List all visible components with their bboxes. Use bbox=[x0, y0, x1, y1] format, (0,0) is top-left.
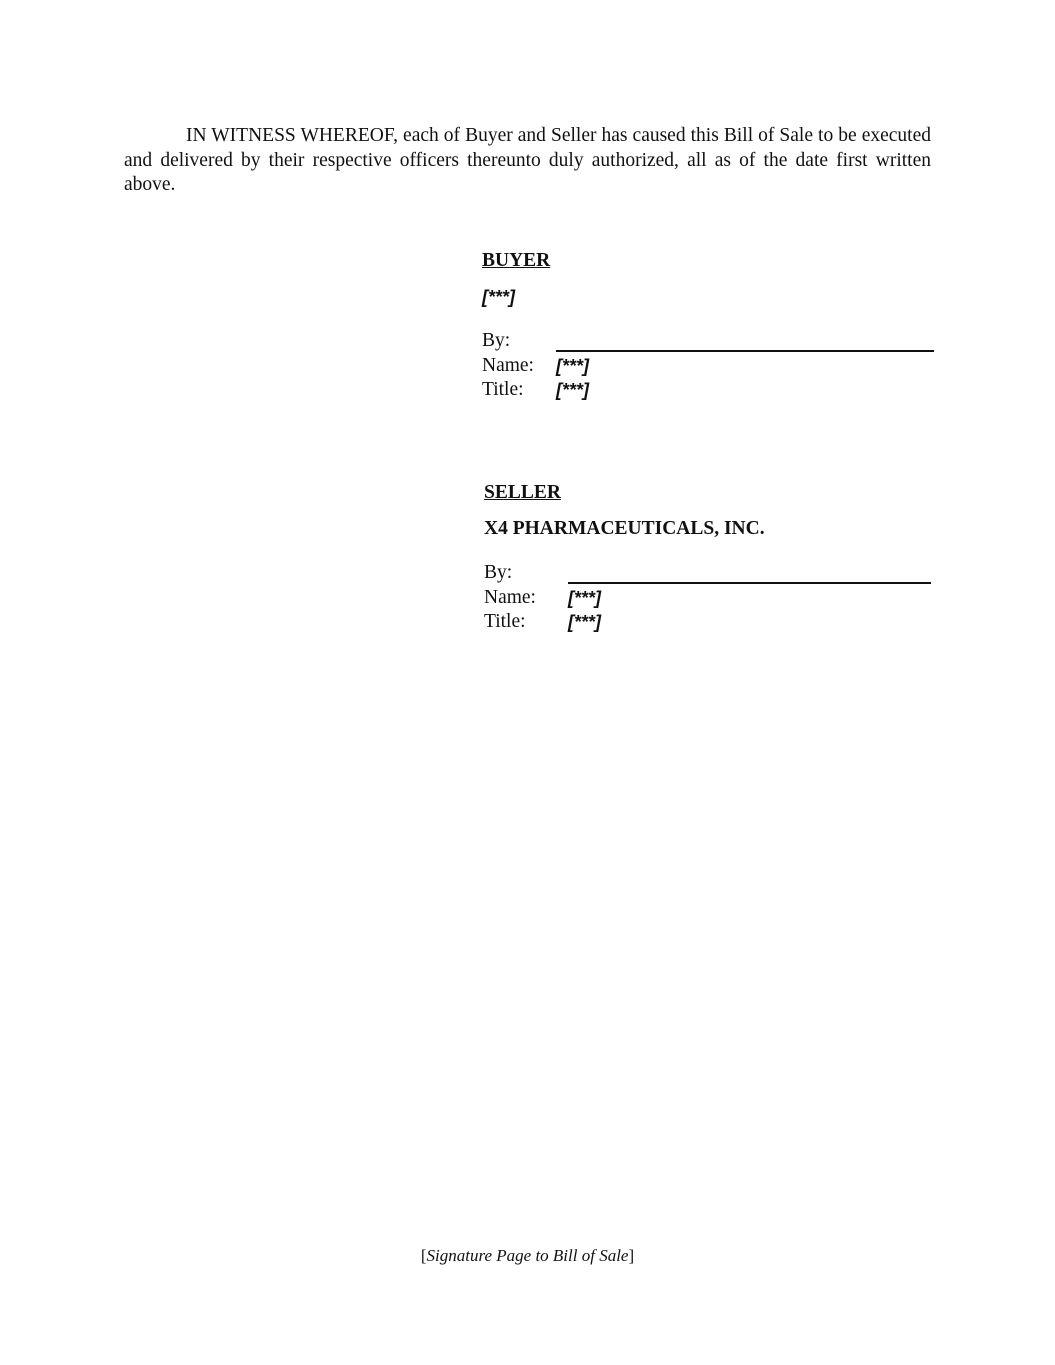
seller-name-row bbox=[484, 586, 931, 611]
seller-title-row bbox=[484, 610, 931, 635]
seller-title-label: Title: bbox=[484, 611, 526, 632]
buyer-signature-fields bbox=[482, 329, 934, 403]
buyer-name-label: Name: bbox=[482, 354, 534, 376]
buyer-name-value: [***] bbox=[556, 355, 590, 376]
buyer-signature-block bbox=[482, 249, 934, 403]
buyer-by-label: By: bbox=[482, 330, 511, 351]
buyer-title-row bbox=[482, 378, 934, 403]
buyer-title-value: [***] bbox=[556, 380, 590, 400]
seller-party-name: X4 PHARMACEUTICALS, INC. bbox=[484, 518, 765, 539]
buyer-heading: BUYER bbox=[482, 250, 551, 271]
seller-by-row bbox=[484, 561, 931, 586]
buyer-party-name: [***] bbox=[482, 287, 516, 307]
buyer-title-label: Title: bbox=[482, 379, 524, 400]
seller-by-label: By: bbox=[484, 562, 513, 583]
seller-signature-block bbox=[484, 481, 931, 635]
page-footer bbox=[0, 1245, 1055, 1267]
buyer-by-row bbox=[482, 329, 934, 354]
seller-name-value: [***] bbox=[568, 587, 602, 608]
seller-signature-line bbox=[568, 570, 931, 584]
seller-signature-fields bbox=[484, 561, 931, 635]
buyer-signature-line bbox=[556, 338, 934, 352]
seller-name-label: Name: bbox=[484, 586, 536, 608]
buyer-name-row bbox=[482, 354, 934, 379]
footer-text: Signature Page to Bill of Sale bbox=[426, 1246, 629, 1265]
intro-paragraph: IN WITNESS WHEREOF, each of Buyer and Seller has caused this Bill of Sale to be executed and delivered by their respective officers thereunto duly authorized, all as of the date first written above. bbox=[124, 125, 931, 195]
seller-title-value: [***] bbox=[568, 612, 602, 632]
seller-heading: SELLER bbox=[484, 482, 561, 503]
footer-open-bracket: [ bbox=[420, 1246, 427, 1265]
footer-close-bracket: ] bbox=[628, 1246, 635, 1265]
